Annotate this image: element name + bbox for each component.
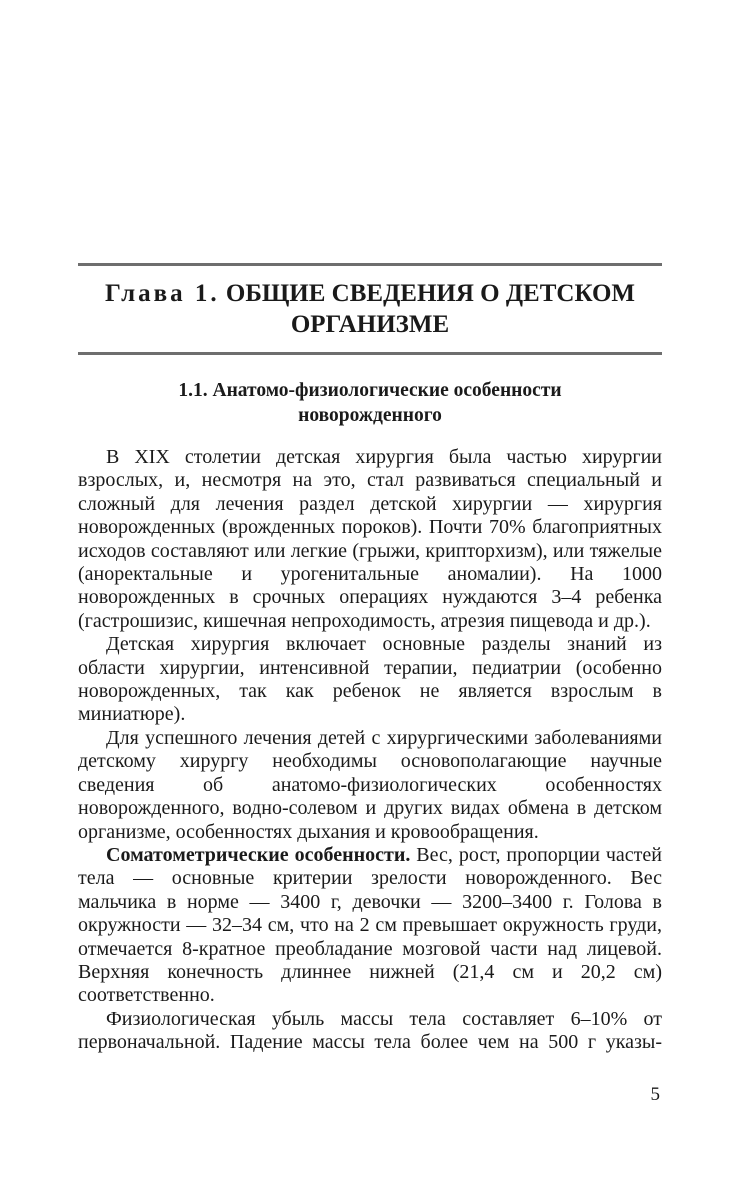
- body-text: [78, 446, 662, 1055]
- paragraph-1: В XIX столетии детская хирургия была частью хирургии взрослых, и, несмотря на это, стал развиваться специальный и сложный для лечения раздел детской хирургии — хирургия новорожденных (врожденных пороков). Почти 70% благоприятных исходов составляют или легкие (грыжи, крипторхизм), или тяжелые (аноректальные и урогенитальные аномалии). На 1000 новорожденных в срочных операциях нуждаются 3–4 ребенка (гастрошизис, кишечная непроходимость, атрезия пищевода и др.).: [78, 446, 662, 632]
- bottom-rule: [78, 352, 662, 355]
- paragraph-5: Физиологическая убыль массы тела составляет 6–10% от первоначальной. Падение массы тела более чем на 500 г указы-: [78, 1007, 662, 1054]
- chapter-title-line1: ОБЩИЕ СВЕДЕНИЯ О ДЕТСКОМ: [225, 280, 635, 307]
- section-title-line2: новорожденного: [298, 405, 442, 426]
- paragraph-4: [78, 844, 662, 1008]
- paragraph-3: Для успешного лечения детей с хирургическими заболеваниями детскому хирургу необходимы основополагающие научные сведения об анатомо-физиологических особенностях новорожденного, водно-солевом и других видах обмена в детском организме, особенностях дыхания и кровообращения.: [78, 726, 662, 843]
- page-number: 5: [650, 1084, 660, 1105]
- top-rule: [78, 263, 662, 266]
- paragraph-2: Детская хирургия включает основные разделы знаний из области хирургии, интенсивной терапии, педиатрии (особенно новорожденных, так как ребенок не является взрослым в миниатюре).: [78, 633, 662, 726]
- paragraph-4-text: Вес, рост, пропорции частей тела — основные критерии зрелости новорожденного. Вес мальчика в норме — 3400 г, девочки — 3200–3400 г. Голова в окружности — 32–34 см, что на 2 см превышает окружность груди, отмечается 8-кратное преобладание мозговой части над лицевой. Верхняя конечность длиннее нижней (21,4 см и 20,2 см) соответственно.: [78, 843, 662, 1007]
- chapter-title-line2: ОРГАНИЗМЕ: [290, 311, 450, 338]
- section-title: [118, 378, 622, 428]
- section-title-line1: 1.1. Анатомо-физиологические особенности: [178, 380, 562, 401]
- paragraph-4-runin-heading: Соматометрические особенности.: [106, 843, 411, 866]
- chapter-title: [78, 278, 662, 340]
- chapter-label: Глава 1.: [105, 280, 220, 307]
